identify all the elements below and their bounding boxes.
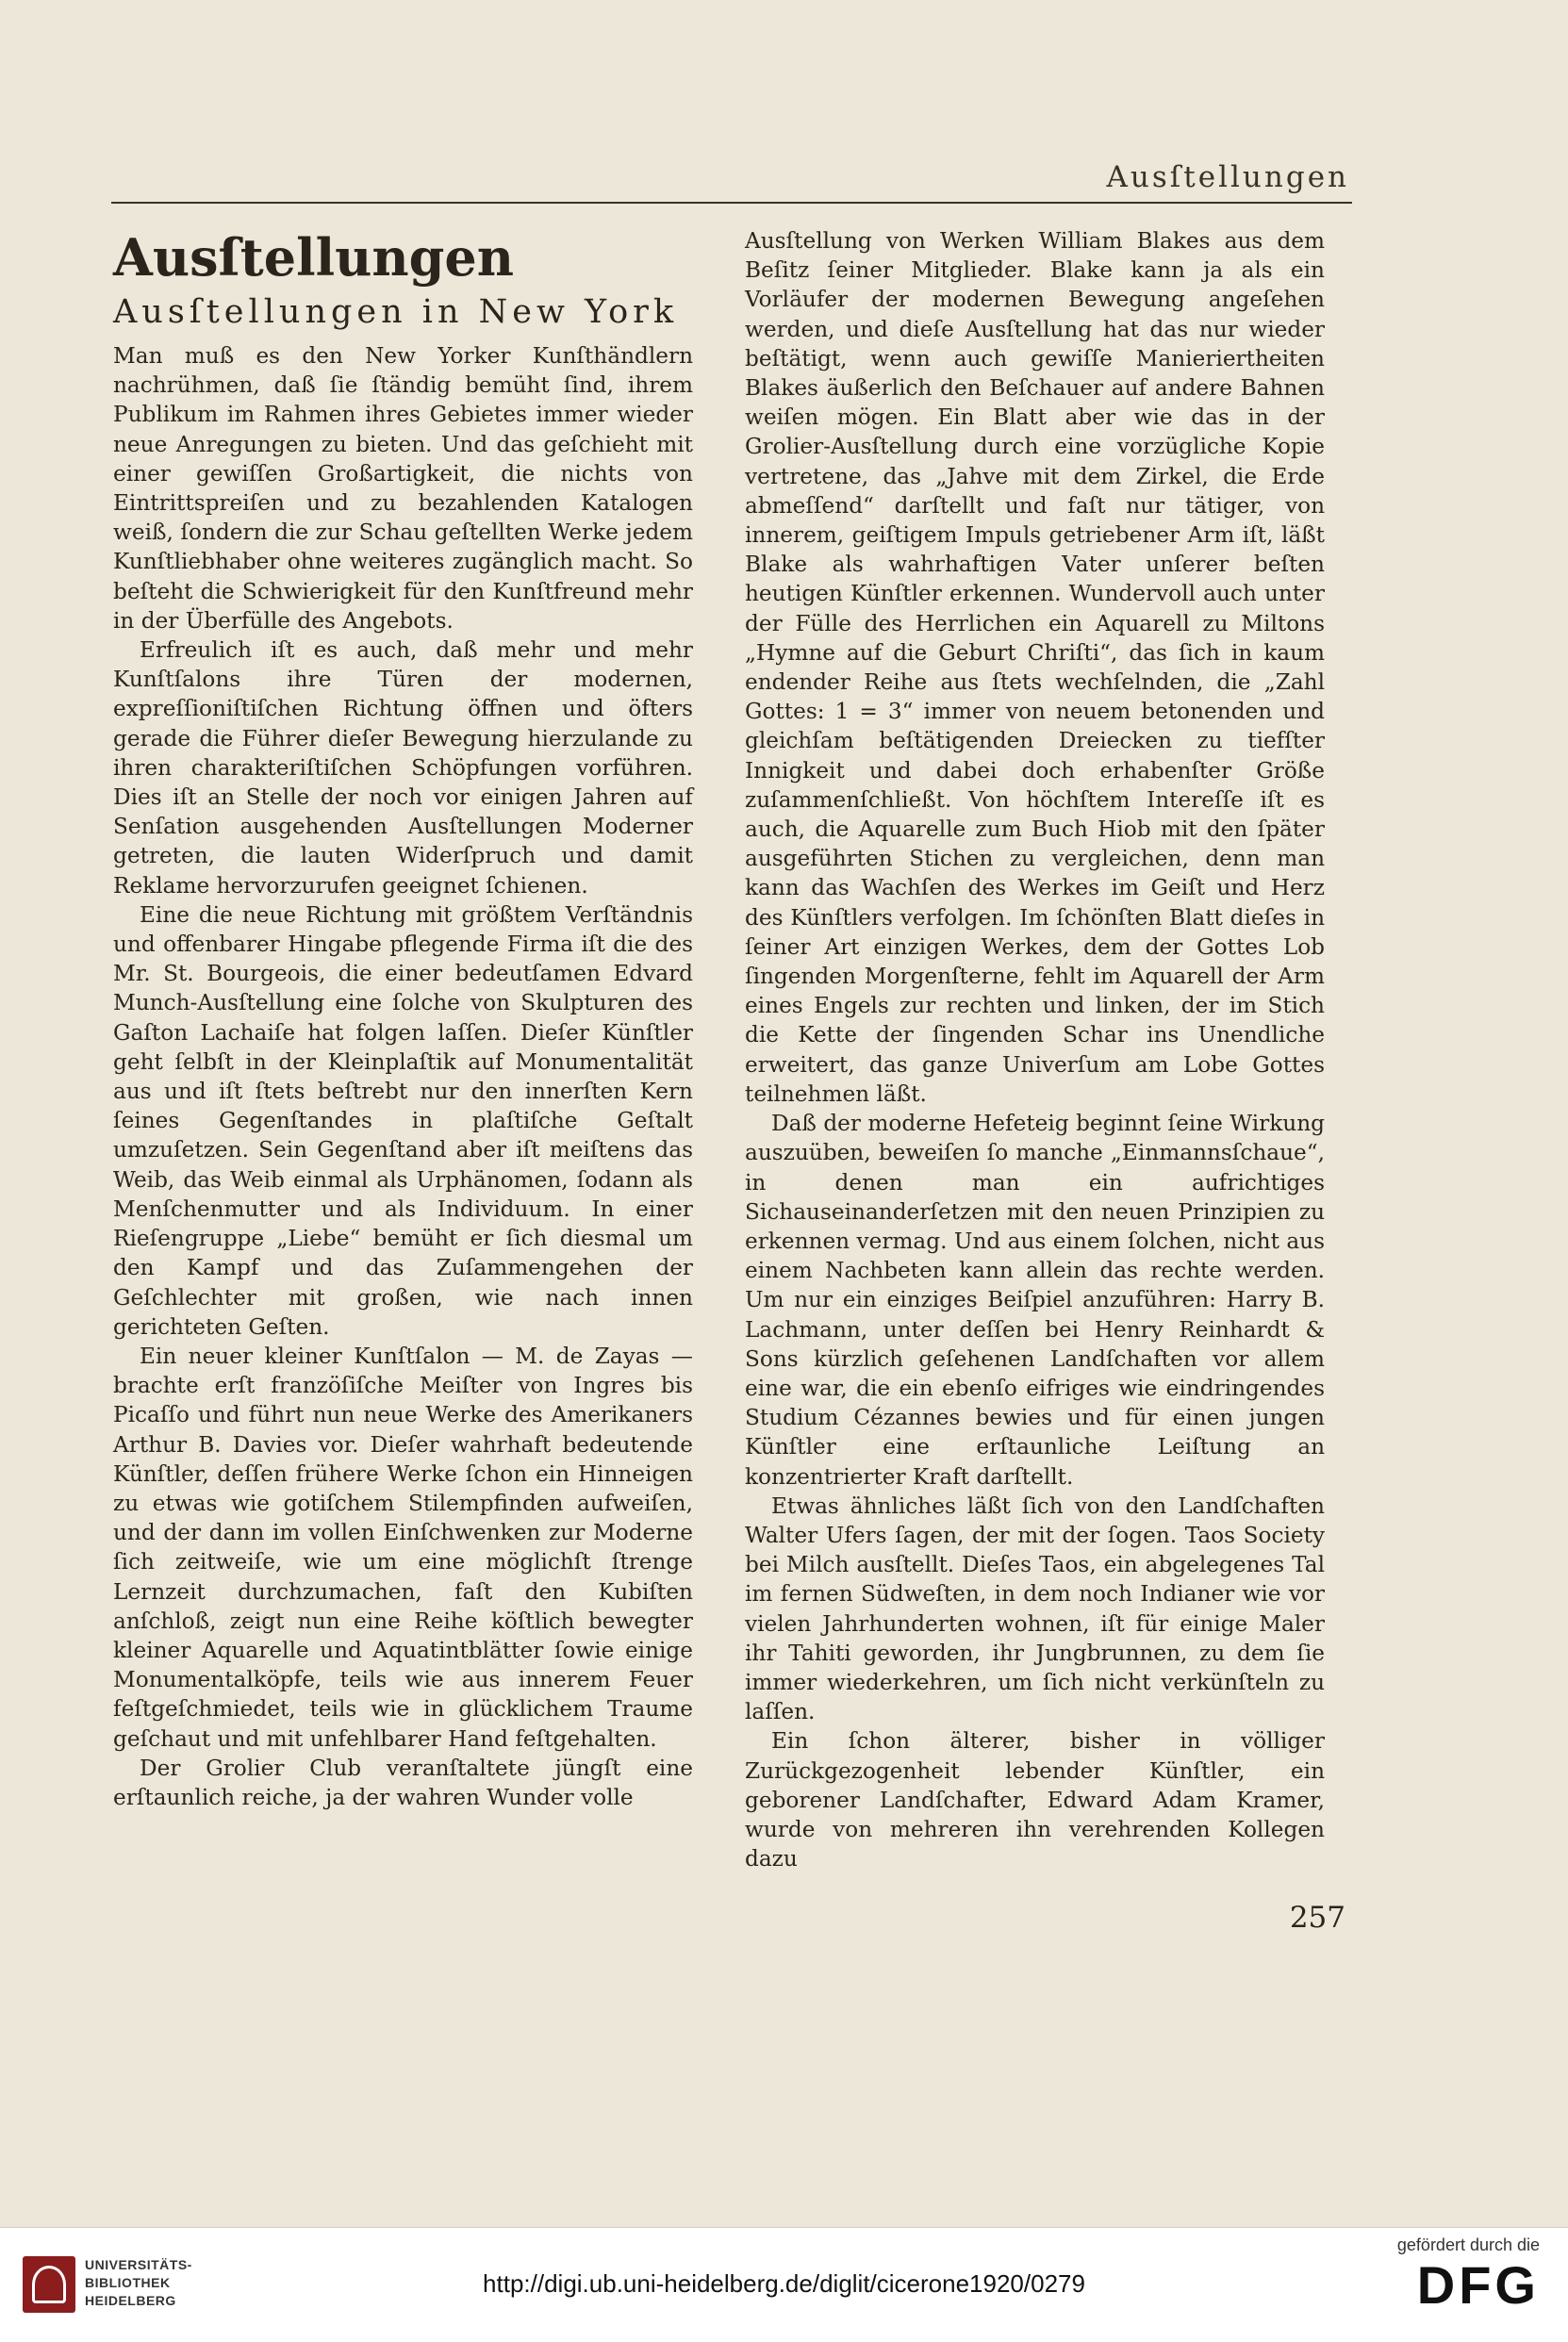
paragraph: Eine die neue Richtung mit größtem Verſtändnis und offenbarer Hingabe pflegende Firma iſt die des Mr. St. Bourgeois, die einer bedeutſamen Edvard Munch-Ausſtellung eine ſolche von Skulpturen des Gaſton Lachaiſe hat folgen laſſen. Dieſer Künſtler geht ſelbſt in der Kleinplaſtik auf Monumentalität aus und iſt ſtets beſtrebt nur den innerſten Kern ſeines Gegenſtandes in plaſtiſche Geſtalt umzuſetzen. Sein Gegenſtand aber iſt meiſtens das Weib, das Weib einmal als Urphänomen, ſodann als Menſchenmutter und als Individuum. In einer Rieſengruppe „Liebe“ bemüht er ſich diesmal um den Kampf und das Zuſammengehen der Geſchlechter mit großen, wie nach innen gerichteten Geſten. <box>113 901 693 1340</box>
right-column <box>745 226 1325 1873</box>
logo-text: UNIVERSITÄTS- BIBLIOTHEK HEIDELBERG <box>85 2257 192 2308</box>
dfg-sponsor[interactable] <box>1379 2235 1540 2316</box>
dfg-logo: DFG <box>1416 2255 1540 2315</box>
left-column <box>113 226 693 1812</box>
permalink-url[interactable]: http://digi.ub.uni-heidelberg.de/diglit/cicerone1920/0279 <box>483 2269 1085 2298</box>
section-subtitle: Ausſtellungen in New York <box>113 293 679 331</box>
page-number: 257 <box>1289 1901 1345 1935</box>
paragraph: Daß der moderne Hefeteig beginnt ſeine Wirkung auszuüben, beweiſen ſo manche „Einmannsſchaue“, in denen man ein aufrichtiges Sichauseinanderſetzen mit den neuen Prinzipien zu erkennen vermag. Und aus einem ſolchen, nicht aus einem Nachbeten kann allein das rechte werden. Um nur ein einziges Beiſpiel anzuführen: Harry B. Lachmann, unter deſſen bei Henry Reinhardt & Sons kürzlich geſehenen Landſchaften vor allem eine war, die ein ebenſo eifriges wie eindringendes Studium Cézannes bewies und für einen jungen Künſtler eine erſtaunliche Leiſtung an konzentrierter Kraft darſtellt. <box>745 1111 1325 1490</box>
paragraph: Man muß es den New Yorker Kunſthändlern nachrühmen, daß ſie ſtändig bemüht ſind, ihrem Publikum im Rahmen ihres Gebietes immer wieder neue Anregungen zu bieten. Und das geſchieht mit einer gewiſſen Großartigkeit, die nichts von Eintrittspreiſen und zu bezahlenden Katalogen weiß, ſondern die zur Schau geſtellten Werke jedem Kunſtliebhaber ohne weiteres zugänglich macht. So beſteht die Schwierigkeit für den Kunſtfreund mehr in der Überfülle des Angebots. <box>113 343 693 634</box>
paragraph: Etwas ähnliches läßt ſich von den Landſchaften Walter Ufers ſagen, der mit der ſogen. Taos Society bei Milch ausſtellt. Dieſes Taos, ein abgelegenes Tal im fernen Südweſten, in dem noch Indianer wie vor vielen Jahrhunderten wohnen, iſt für einige Maler ihr Tahiti geworden, ihr Jungbrunnen, zu dem ſie immer wiederkehren, um ſich nicht verkünſteln zu laſſen. <box>745 1493 1325 1725</box>
paragraph: Ein ſchon älterer, bisher in völliger Zurückgezogenheit lebender Künſtler, ein geborener Landſchafter, Edward Adam Kramer, wurde von mehreren ihn verehrenden Kollegen dazu <box>745 1728 1325 1872</box>
paragraph: Der Grolier Club veranſtaltete jüngſt eine erſtaunlich reiche, ja der wahren Wunder volle <box>113 1755 693 1810</box>
viewer-footer <box>0 2227 1568 2342</box>
paragraph: Ausſtellung von Werken William Blakes aus dem Beſitz ſeiner Mitglieder. Blake kann ja als ein Vorläufer der modernen Bewegung angeſehen werden, und dieſe Ausſtellung hat das nur wieder beſtätigt, wenn auch gewiſſe Manieriertheiten Blakes äußerlich den Beſchauer auf andere Bahnen weiſen mögen. Ein Blatt aber wie das in der Grolier-Ausſtellung durch eine vorzügliche Kopie vertretene, das „Jahve mit dem Zirkel, die Erde abmeſſend“ darſtellt und faſt nur tätiger, von innerem, geiſtigem Impuls getriebener Arm iſt, läßt Blake als wahrhaftigen Vater unſerer beſten heutigen Künſtler erkennen. Wundervoll auch unter der Fülle des Herrlichen ein Aquarell zu Miltons „Hymne auf die Geburt Chriſti“, das ſich in kaum endender Reihe aus ſtets wechſelnden, die „Zahl Gottes: 1 = 3“ immer von neuem betonenden und gleichſam beſtätigenden Dreiecken zu tiefſter Innigkeit und dabei doch erhabenſter Größe zuſammenſchließt. Von höchſtem Intereſſe iſt es auch, die Aquarelle zum Buch Hiob mit den ſpäter ausgeführten Stichen zu vergleichen, denn man kann das Wachſen des Werkes im Geiſt und Herz des Künſtlers verfolgen. Im ſchönſten Blatt dieſes in ſeiner Art einzigen Werkes, dem der Gottes Lob ſingenden Morgenſterne, fehlt im Aquarell der Arm eines Engels zur rechten und linken, der im Stich die Kette der ſingenden Schar ins Unendliche erweitert, das ganze Univerſum am Lobe Gottes teilnehmen läßt. <box>745 228 1325 1107</box>
dfg-caption: gefördert durch die <box>1396 2235 1540 2254</box>
running-head: Ausſtellungen <box>1106 160 1349 194</box>
header-rule <box>111 202 1352 204</box>
section-title: Ausſtellungen <box>113 227 515 288</box>
paragraph: Erfreulich iſt es auch, daß mehr und mehr Kunſtſalons ihre Türen der modernen, expreſſioniſtiſchen Richtung öffnen und öfters gerade die Führer dieſer Bewegung hierzulande zu ihren charakteriſtiſchen Schöpfungen vorführen. Dies iſt an Stelle der noch vor einigen Jahren auf Senſation ausgehenden Ausſtellungen Moderner getreten, die lauten Widerſpruch und damit Reklame hervorzurufen geeignet ſchienen. <box>113 637 693 899</box>
paragraph: Ein neuer kleiner Kunſtſalon — M. de Zayas — brachte erſt franzöſiſche Meiſter von Ingres bis Picaſſo und führt nun neue Werke des Amerikaners Arthur B. Davies vor. Dieſer wahrhaft bedeutende Künſtler, deſſen frühere Werke ſchon ein Hinneigen zu etwas wie gotiſchem Stilempfinden aufweiſen, und der dann im vollen Einſchwenken zur Moderne ſich zeitweiſe, wie um eine möglichſt ſtrenge Lernzeit durchzumachen, faſt den Kubiſten anſchloß, zeigt nun eine Reihe köſtlich bewegter kleiner Aquarelle und Aquatintblätter ſowie einige Monumentalköpfe, teils wie aus innerem Feuer feſtgeſchmiedet, teils wie in glücklichem Traume geſchaut und mit unfehlbarer Hand feſtgehalten. <box>113 1343 693 1752</box>
